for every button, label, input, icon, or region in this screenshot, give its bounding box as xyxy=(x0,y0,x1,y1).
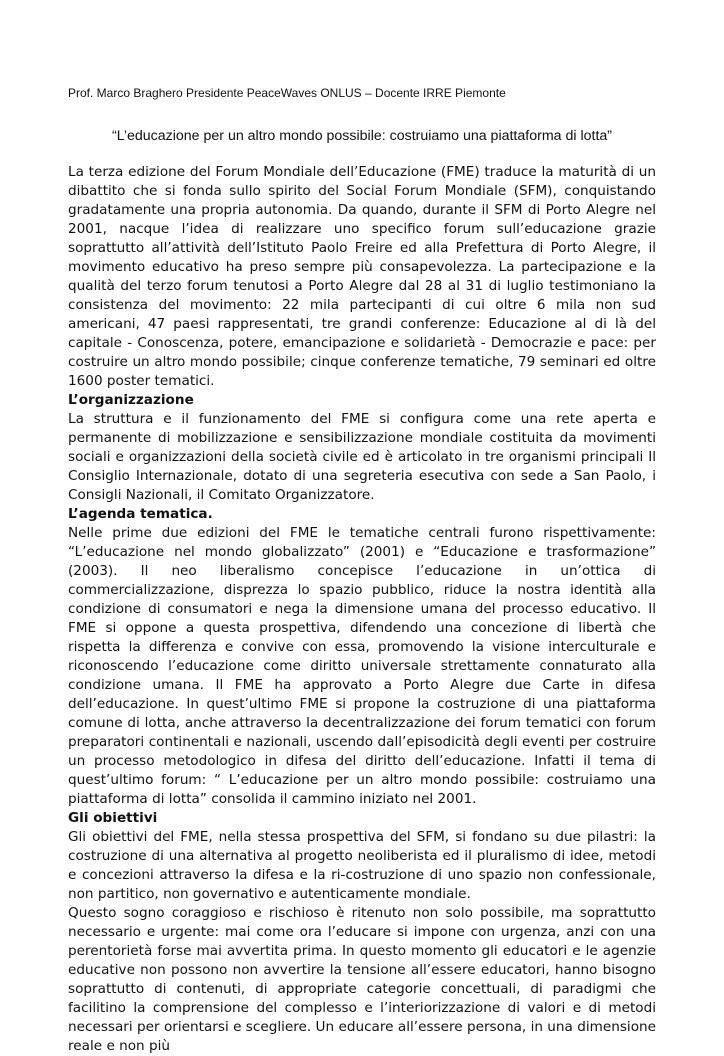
document-body xyxy=(68,163,656,1056)
agenda-tematica-paragraph: Nelle prime due edizioni del FME le tematiche centrali furono rispettivamente: “L’educazione nel mondo globalizzato” (2001) e “Educazione e trasformazione” (2003). Il neo liberalismo concepisce l’educazione in un’ottica di commercializzazione, disprezza lo spazio pubblico, riduce la nostra identità alla condizione di consumatori e nega la dimensione umana del processo educativo. Il FME si oppone a questa prospettiva, difendendo una concezione di libertà che rispetta la differenza e convive con essa, promovendo la visione interculturale e riconoscendo l’educazione come diritto universale strettamente connaturato alla condizione umana. Il FME ha approvato a Porto Alegre due Carte in difesa dell’educazione. In quest’ultimo FME si propone la costruzione di una piattaforma comune di lotta, anche attraverso la decentralizzazione dei forum tematici con forum preparatori continentali e nazionali, uscendo dall’episodicità degli eventi per costruire un processo metodologico in difesa del diritto dell’educazione. Infatti il tema di quest’ultimo forum: “ L’educazione per un altro mondo possibile: costruiamo una piattaforma di lotta” consolida il cammino iniziato nel 2001. xyxy=(68,525,656,807)
obiettivi-paragraph-2: Questo sogno coraggioso e rischioso è ritenuto non solo possibile, ma soprattutto necessario e urgente: mai come ora l’educare si impone con urgenza, anzi con una perentorietà forse mai avvertita prima. In questo momento gli educatori e le agenzie educative non possono non avvertire la tensione all’essere educatori, hanno bisogno soprattutto di contenuti, di appropriate categorie concettuali, di paradigmi che facilitino la comprensione del complesso e l’interiorizzazione di valori e di metodi necessari per orientarsi e scegliere. Un educare all’essere persona, in una dimensione reale e non più xyxy=(68,905,656,1054)
section-heading-agenda-tematica: L’agenda tematica. xyxy=(68,506,213,522)
document-title: “L’educazione per un altro mondo possibile: costruiamo una piattaforma di lotta” xyxy=(112,128,612,144)
organizzazione-paragraph: La struttura e il funzionamento del FME si configura come una rete aperta e permanente di mobilizzazione e sensibilizzazione mondiale costituita da movimenti sociali e organizzazioni della società civile ed è articolato in tre organismi principali Il Consiglio Internazionale, dotato di una segreteria esecutiva con sede a San Paolo, i Consigli Nazionali, il Comitato Organizzatore. xyxy=(68,411,656,503)
intro-paragraph: La terza edizione del Forum Mondiale dell’Educazione (FME) traduce la maturità di un dibattito che si fonda sullo spirito del Social Forum Mondiale (SFM), conquistando gradatamente una propria autonomia. Da quando, durante il SFM di Porto Alegre nel 2001, nacque l’idea di realizzare uno specifico forum sull’educazione grazie soprattutto all’attività dell’Istituto Paolo Freire ed alla Prefettura di Porto Alegre, il movimento educativo ha preso sempre più consapevolezza. La partecipazione e la qualità del terzo forum tenutosi a Porto Alegre dal 28 al 31 di luglio testimoniano la consistenza del movimento: 22 mila partecipanti di cui oltre 6 mila non sud americani, 47 paesi rappresentati, tre grandi conferenze: Educazione al di là del capitale - Conoscenza, potere, emancipazione e solidarietà - Democrazie e pace: per costruire un altro mondo possibile; cinque conferenze tematiche, 79 seminari ed oltre 1600 poster tematici. xyxy=(68,164,656,389)
obiettivi-paragraph-1: Gli obiettivi del FME, nella stessa prospettiva del SFM, si fondano su due pilastri: la costruzione di una alternativa al progetto neoliberista ed il pluralismo di idee, metodi e concezioni attraverso la difesa e la ri-costruzione di uno spazio non confessionale, non partitico, non governativo e autenticamente mondiale. xyxy=(68,829,656,902)
author-header: Prof. Marco Braghero Presidente PeaceWaves ONLUS – Docente IRRE Piemonte xyxy=(68,86,506,100)
section-heading-organizzazione: L’organizzazione xyxy=(68,392,194,408)
section-heading-obiettivi: Gli obiettivi xyxy=(68,810,158,826)
